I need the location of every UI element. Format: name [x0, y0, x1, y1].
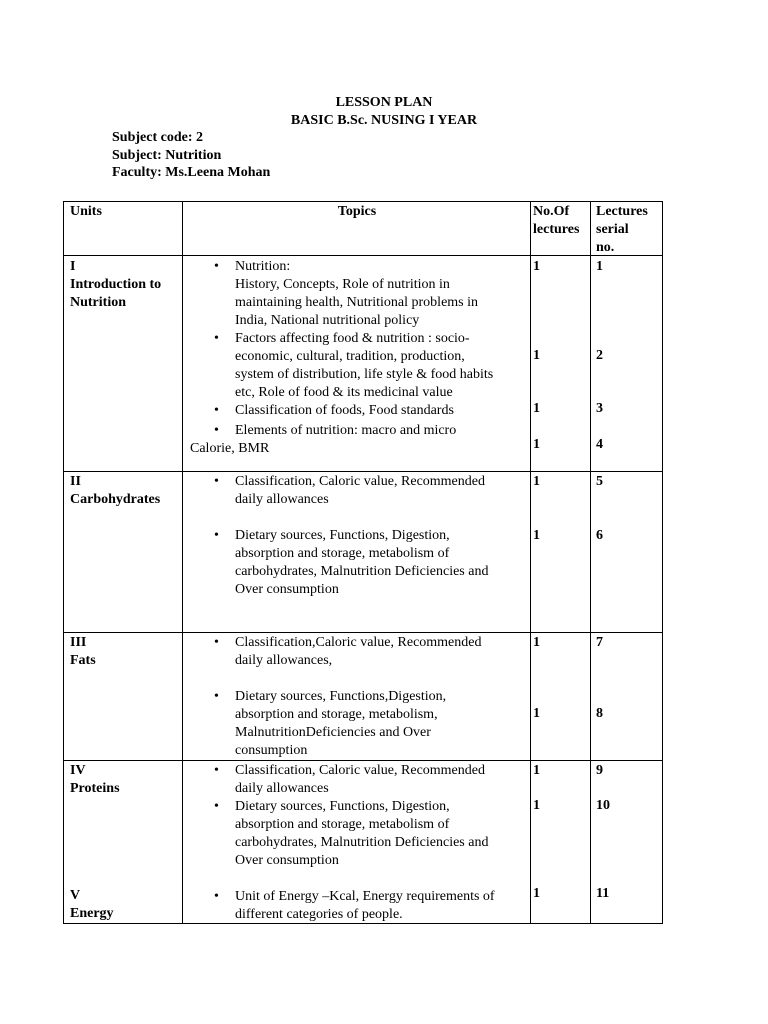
table-header-row: [64, 202, 663, 256]
lecture-serial: 1: [596, 259, 603, 274]
header-serial-line2: serial: [596, 222, 629, 237]
lecture-serial: 7: [596, 635, 603, 650]
bullet-marker: •: [214, 689, 219, 704]
topic-line: Classification,Caloric value, Recommended: [235, 635, 482, 650]
header-lectures-cell: [531, 202, 591, 256]
serial-cell: [591, 256, 663, 472]
lecture-serial: 9: [596, 763, 603, 778]
lecture-count: 1: [533, 798, 540, 813]
unit-number: III: [70, 635, 87, 650]
document-title: LESSON PLAN: [335, 95, 433, 110]
topic-line: daily allowances: [235, 492, 329, 507]
topic-line: Elements of nutrition: macro and micro: [235, 423, 457, 438]
topic-line: etc, Role of food & its medicinal value: [235, 385, 453, 400]
lecture-count: 1: [533, 886, 540, 901]
lecture-serial: 6: [596, 528, 603, 543]
lecture-serial: 10: [596, 798, 610, 813]
unit-cell: [64, 472, 183, 633]
lectures-cell: [531, 633, 591, 761]
topics-cell: [183, 761, 531, 924]
table-row: [64, 472, 663, 633]
header-serial-line3: no.: [596, 240, 615, 255]
lecture-count: 1: [533, 763, 540, 778]
bullet-marker: •: [214, 799, 219, 814]
lecture-count: 1: [533, 635, 540, 650]
bullet-marker: •: [214, 403, 219, 418]
header-topics: Topics: [337, 204, 377, 219]
lecture-serial: 4: [596, 437, 603, 452]
bullet-marker: •: [214, 528, 219, 543]
topic-line: Factors affecting food & nutrition : socio-: [235, 331, 470, 346]
header-lectures-line1: No.Of: [533, 204, 570, 219]
topic-line: absorption and storage, metabolism,: [235, 707, 438, 722]
subject-code: Subject code: 2: [112, 130, 203, 145]
unit-cell: [64, 761, 183, 924]
lecture-serial: 3: [596, 401, 603, 416]
bullet-marker: •: [214, 423, 219, 438]
topic-line: India, National nutritional policy: [235, 313, 420, 328]
header-units: Units: [70, 204, 102, 219]
lecture-count: 1: [533, 401, 540, 416]
lecture-serial: 2: [596, 348, 603, 363]
topic-line: carbohydrates, Malnutrition Deficiencies and: [235, 564, 489, 579]
topic-line: Classification of foods, Food standards: [235, 403, 454, 418]
lectures-cell: [531, 472, 591, 633]
lecture-count: 1: [533, 474, 540, 489]
topic-line: Calorie, BMR: [190, 441, 270, 456]
bullet-marker: •: [214, 259, 219, 274]
bullet-marker: •: [214, 889, 219, 904]
topics-cell: [183, 472, 531, 633]
unit-name-line1: Fats: [70, 653, 96, 668]
topic-line: Dietary sources, Functions,Digestion,: [235, 689, 447, 704]
topic-line: consumption: [235, 743, 308, 758]
lecture-count: 1: [533, 528, 540, 543]
topic-line: different categories of people.: [235, 907, 403, 922]
unit-name-line1: Proteins: [70, 781, 120, 796]
unit-number: V: [70, 888, 81, 903]
lecture-serial: 11: [596, 886, 610, 901]
bullet-marker: •: [214, 474, 219, 489]
bullet-marker: •: [214, 635, 219, 650]
unit-number: IV: [70, 763, 86, 778]
header-units-cell: [64, 202, 183, 256]
topic-line: MalnutritionDeficiencies and Over: [235, 725, 431, 740]
unit-name-line1: Introduction to: [70, 277, 162, 292]
topic-line: Over consumption: [235, 582, 339, 597]
topic-line: absorption and storage, metabolism of: [235, 817, 450, 832]
lecture-count: 1: [533, 437, 540, 452]
unit-number: II: [70, 474, 81, 489]
topic-line: maintaining health, Nutritional problems in: [235, 295, 479, 310]
document-subtitle: BASIC B.Sc. NUSING I YEAR: [290, 113, 478, 128]
bullet-marker: •: [214, 331, 219, 346]
topic-line: Dietary sources, Functions, Digestion,: [235, 528, 450, 543]
unit-name-line1: Carbohydrates: [70, 492, 161, 507]
table-row: [64, 761, 663, 924]
unit-cell: [64, 633, 183, 761]
serial-cell: [591, 633, 663, 761]
topics-cell: [183, 633, 531, 761]
lecture-serial: 8: [596, 706, 603, 721]
unit-cell: [64, 256, 183, 472]
lectures-cell: [531, 761, 591, 924]
topic-line: Classification, Caloric value, Recommended: [235, 474, 485, 489]
topic-line: Classification, Caloric value, Recommended: [235, 763, 485, 778]
header-topics-cell: [183, 202, 531, 256]
lectures-cell: [531, 256, 591, 472]
serial-cell: [591, 761, 663, 924]
topic-line: daily allowances,: [235, 653, 333, 668]
lecture-count: 1: [533, 259, 540, 274]
faculty-name: Faculty: Ms.Leena Mohan: [112, 165, 271, 180]
table-row: [64, 633, 663, 761]
unit-name-line1: Energy: [70, 906, 114, 921]
unit-number: I: [70, 259, 76, 274]
unit-name-line2: Nutrition: [70, 295, 126, 310]
lecture-count: 1: [533, 706, 540, 721]
topic-line: absorption and storage, metabolism of: [235, 546, 450, 561]
lecture-count: 1: [533, 348, 540, 363]
header-serial-line1: Lectures: [596, 204, 648, 219]
topic-line: Nutrition:: [235, 259, 291, 274]
lesson-plan-table: [63, 201, 663, 924]
topic-line: daily allowances: [235, 781, 329, 796]
topic-line: Over consumption: [235, 853, 339, 868]
header-serial-cell: [591, 202, 663, 256]
header-lectures-line2: lectures: [533, 222, 580, 237]
bullet-marker: •: [214, 763, 219, 778]
topic-line: History, Concepts, Role of nutrition in: [235, 277, 450, 292]
table-row: [64, 256, 663, 472]
topic-line: Dietary sources, Functions, Digestion,: [235, 799, 450, 814]
lecture-serial: 5: [596, 474, 603, 489]
topics-cell: [183, 256, 531, 472]
topic-line: system of distribution, life style & food habits: [235, 367, 494, 382]
subject-name: Subject: Nutrition: [112, 148, 222, 163]
topic-line: economic, cultural, tradition, production,: [235, 349, 465, 364]
serial-cell: [591, 472, 663, 633]
topic-line: Unit of Energy –Kcal, Energy requirements of: [235, 889, 495, 904]
topic-line: carbohydrates, Malnutrition Deficiencies and: [235, 835, 489, 850]
